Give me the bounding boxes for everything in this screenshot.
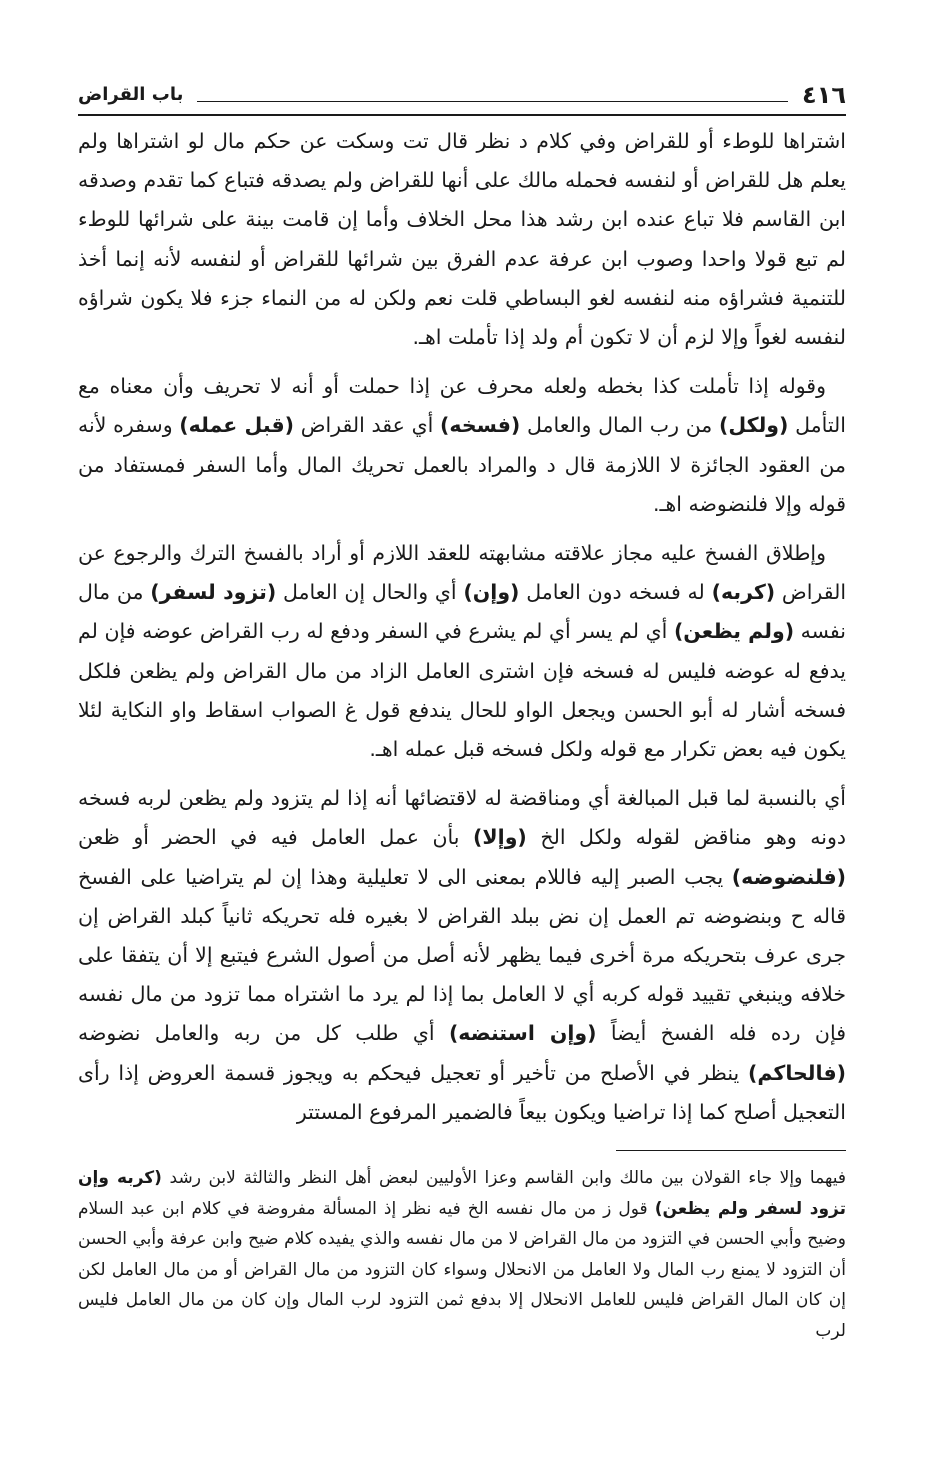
matn-term: (فسخه) bbox=[440, 413, 521, 438]
paragraph-2 bbox=[78, 367, 846, 524]
paragraph-3-text: وإطلاق الفسخ عليه مجاز علاقته مشابهته للعقد اللازم أو أراد بالفسخ الترك والرجوع عن القراض bbox=[78, 541, 847, 605]
matn-term: (فلنضوضه) bbox=[731, 864, 846, 889]
footnote bbox=[78, 1163, 846, 1346]
paragraph-3-text: أي لم يسر أي لم يشرع في السفر ودفع له رب القراض عوضه فإن لم يدفع له عوضه فليس له فسخه فإن اشترى العامل الزاد من مال القراض ولم يظعن فلكل فسخه أشار له أبو الحسن ويجعل الواو للحال يندفع قول غ الصواب اسقاط واو النكاية لئلا يكون فيه بعض تكرار مع قوله ولكل فسخه قبل عمله اهـ. bbox=[78, 619, 846, 762]
footnote-divider bbox=[616, 1150, 846, 1151]
matn-term: (تزود لسفر) bbox=[150, 580, 277, 605]
paragraph-2-text: وقوله إذا تأملت كذا بخطه ولعله محرف عن إذا حملت أو أنه لا تحريف وأن معناه مع التأمل bbox=[78, 374, 846, 438]
paragraph-4-text: يجب الصبر إليه فاللام بمعنى الى لا تعليلية وهذا إن لم يتراضيا على الفسخ قاله ح وبنضوضه تم العمل إن نض ببلد القراض لا بغيره فله تحريكه ثانياً كبلد القراض إن جرى عرف بتحريكه مرة أخرى فيما يظهر لأنه أصل من أصول الشرع فيتبع إلا أن يتفقا على خلافه وينبغي تقييد قوله كربه أي لا العامل بما إذا لم يرد ما اشتراه مما تزود من مال نفسه فإن رده فله الفسخ أيضاً bbox=[78, 864, 846, 1046]
paragraph-1-text: اشتراها للوطء أو للقراض وفي كلام د نظر قال تت وسكت عن حكم مال لو اشتراها ولم يعلم هل للقراض أو لنفسه فحمله مالك على أنها للقراض ولم يصدقه فتباع كما تقدم وصدقه ابن القاسم فلا تباع عنده ابن رشد هذا محل الخلاف وأما إن قامت بينة على شرائها للوطء لم تبع قولا واحدا وصوب ابن عرفة عدم الفرق بين شرائها للقراض أو لنفسه لأنه إنما أخذ للتنمية فشراؤه منه لنفسه لغو البساطي قلت نعم ولكن له من النماء جزء فلا يكون شراؤه لنفسه لغواً وإلا لزم أن لا تكون أم ولد إذا تأملت اهـ. bbox=[78, 129, 846, 350]
paragraph-4-text: أي طلب كل من ربه والعامل نضوضه bbox=[78, 1021, 449, 1046]
matn-term: (قبل عمله) bbox=[179, 413, 294, 438]
paragraph-4 bbox=[78, 779, 846, 1132]
paragraph-4-text: أي بالنسبة لما قبل المبالغة أي ومناقضة له لاقتضائها أنه إذا لم يتزود ولم يظعن لربه فسخه دونه وهو مناقض لقوله ولكل الخ bbox=[78, 786, 846, 850]
header-rule bbox=[197, 101, 788, 102]
paragraph-4-text: بأن عمل العامل فيه في الحضر أو ظعن bbox=[78, 825, 474, 850]
paragraph-1 bbox=[78, 122, 846, 357]
paragraph-3-text: أي والحال إن العامل bbox=[276, 580, 464, 605]
page-number: ٤١٦ bbox=[802, 81, 846, 109]
page-header bbox=[78, 78, 846, 116]
footnote-text: فيهما وإلا جاء القولان بين مالك وابن القاسم وعزا الأوليين لبعض أهل النظر والثالثة لابن رشد bbox=[161, 1168, 846, 1189]
paragraph-2-text: من رب المال والعامل bbox=[520, 413, 719, 438]
paragraph-4-text: ينظر في الأصلح من تأخير أو تعجيل فيحكم به ويجوز قسمة العروض إذا رأى التعجيل أصلح كما إذا تراضيا ويكون بيعاً فالضمير المرفوع المستتر bbox=[78, 1060, 846, 1124]
paragraph-3-text: له فسخه دون العامل bbox=[519, 580, 712, 605]
paragraph-2-text: أي عقد القراض bbox=[294, 413, 441, 438]
main-text bbox=[78, 122, 846, 1132]
matn-term: (وإلا) bbox=[473, 825, 527, 850]
matn-term: (ولم يظعن) bbox=[673, 619, 795, 644]
paragraph-3-text: من مال نفسه bbox=[78, 580, 847, 644]
matn-term: (كربه) bbox=[711, 580, 776, 605]
footnote-text: قول ز من مال نفسه الخ فيه نظر إذ المسألة مفروضة في كلام ابن عبد السلام وضيح وأبي الحسن في التزود من مال القراض لا من مال نفسه والذي يفيده كلام ضيح وابن عرفة وأبي الحسن أن التزود لا يمنع رب المال ولا العامل من الانحلال وسواء كان التزود من مال القراض أو من مال العامل لكن إن كان المال القراض فليس للعامل الانحلال إلا بدفع ثمن التزود لرب المال وإن كان من مال العامل فليس لرب bbox=[78, 1198, 846, 1341]
paragraph-3 bbox=[78, 534, 846, 769]
matn-term: (وإن) bbox=[463, 580, 520, 605]
matn-term: (وإن استنضه) bbox=[448, 1021, 597, 1046]
document-page bbox=[78, 78, 846, 1346]
footnote-matn-term: (كربه وإن تزود لسفر ولم يظعن) bbox=[78, 1168, 846, 1219]
matn-term: (ولكل) bbox=[719, 413, 789, 438]
matn-term: (فالحاكم) bbox=[747, 1060, 846, 1085]
paragraph-2-text: وسفره لأنه من العقود الجائزة لا اللازمة قال د والمراد بالعمل تحريك المال وأما السفر فمستفاد من قوله وإلا فلنضوضه اهـ. bbox=[78, 413, 846, 516]
running-title: باب القراض bbox=[78, 84, 184, 105]
